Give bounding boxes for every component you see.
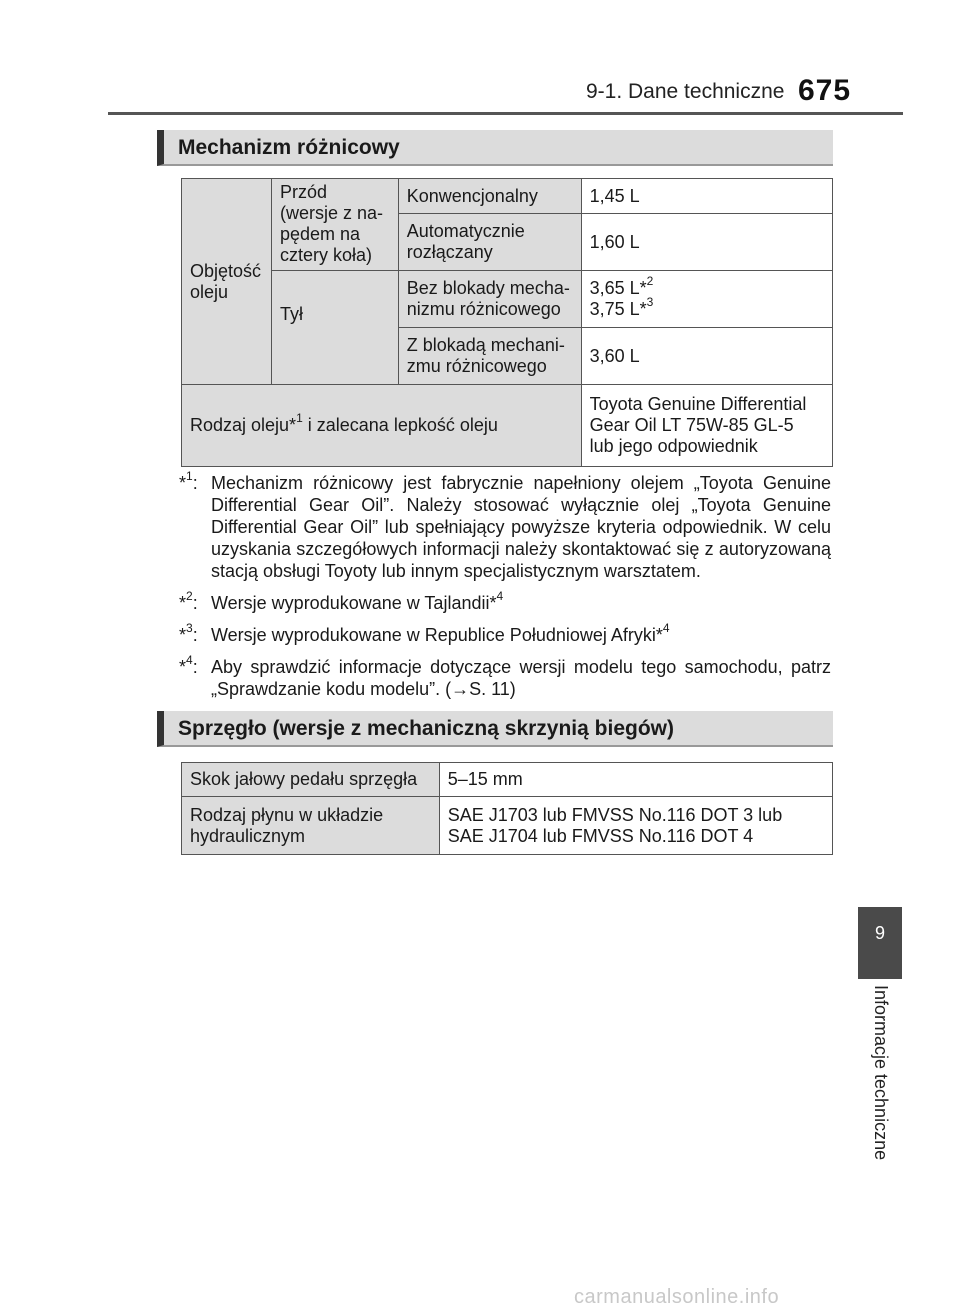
- differential-heading: Mechanizm różnicowy: [178, 136, 400, 159]
- free-play-value: 5–15 mm: [439, 763, 832, 797]
- lock-value: 3,60 L: [581, 328, 832, 385]
- chapter-tab: 9: [858, 907, 902, 979]
- oil-type-value: Toyota Genuine Differential Gear Oil LT 75W-85 GL-5 lub jego odpowiednik: [581, 385, 832, 467]
- section-title: 9-1. Dane techniczne: [586, 80, 785, 103]
- rear-label: Tył: [271, 271, 398, 385]
- chapter-label: Informacje techniczne: [871, 985, 891, 1161]
- differential-heading-bar: [157, 130, 833, 166]
- footnote-1: *$^1$: Mechanizm różnicowy jest fabrycznie napełniony olejem „Toyota Genuine Differential Gear Oil”. Należy stosować wyłącznie olej „Toyota Genuine Differential Gear Oil” lub spełniający powyższe kryteria odpowiednik. W celu uzyskania szczegółowych informacji należy skontaktować się z autoryzowaną stacją obsługi Toyoty lub innym specjalistycznym warsztatem.: [179, 469, 831, 581]
- page-header: [0, 0, 960, 120]
- oil-type-label: Rodzaj oleju*$^1$ i zalecana lepkość oleju: [182, 385, 582, 467]
- free-play-label: Skok jałowy pedału sprzęgła: [182, 763, 440, 797]
- fluid-type-label: Rodzaj płynu w układzie hydraulicznym: [182, 797, 440, 855]
- footnote-3: *$^3$: Wersje wyprodukowane w Republice Południowej Afryki*$^4$: [179, 621, 670, 645]
- auto-disconnect-value: 1,60 L: [581, 214, 832, 271]
- conventional-label: Konwencjonalny: [398, 179, 581, 214]
- clutch-heading: Sprzęgło (wersje z mechaniczną skrzynią biegów): [178, 717, 674, 740]
- footnote-2: *$^2$: Wersje wyprodukowane w Tajlandii*$^4$: [179, 589, 504, 613]
- no-lock-value: 3,65 L*$^2$ 3,75 L*$^3$: [581, 271, 832, 328]
- oil-capacity-label: Objętość oleju: [182, 179, 272, 385]
- clutch-table: [181, 762, 833, 855]
- footnote-4: *$^4$: Aby sprawdzić informacje dotyczące wersji modelu tego samochodu, patrz „Sprawdzanie kodu modelu”. (→S. 11): [179, 653, 831, 699]
- fluid-type-value: SAE J1703 lub FMVSS No.116 DOT 3 lub SAE J1704 lub FMVSS No.116 DOT 4: [439, 797, 832, 855]
- front-label: Przód (wersje z na- pędem na cztery koła): [271, 179, 398, 271]
- auto-disconnect-label: Automatycznie rozłączany: [398, 214, 581, 271]
- clutch-heading-bar: [157, 711, 833, 747]
- watermark: carmanualsonline.info: [574, 1286, 780, 1308]
- lock-label: Z blokadą mechani- zmu różnicowego: [398, 328, 581, 385]
- footnotes: [179, 469, 831, 710]
- no-lock-label: Bez blokady mecha- nizmu różnicowego: [398, 271, 581, 328]
- page-number: 675: [798, 74, 852, 107]
- differential-table: [181, 178, 833, 467]
- conventional-value: 1,45 L: [581, 179, 832, 214]
- header-rule: [108, 112, 903, 115]
